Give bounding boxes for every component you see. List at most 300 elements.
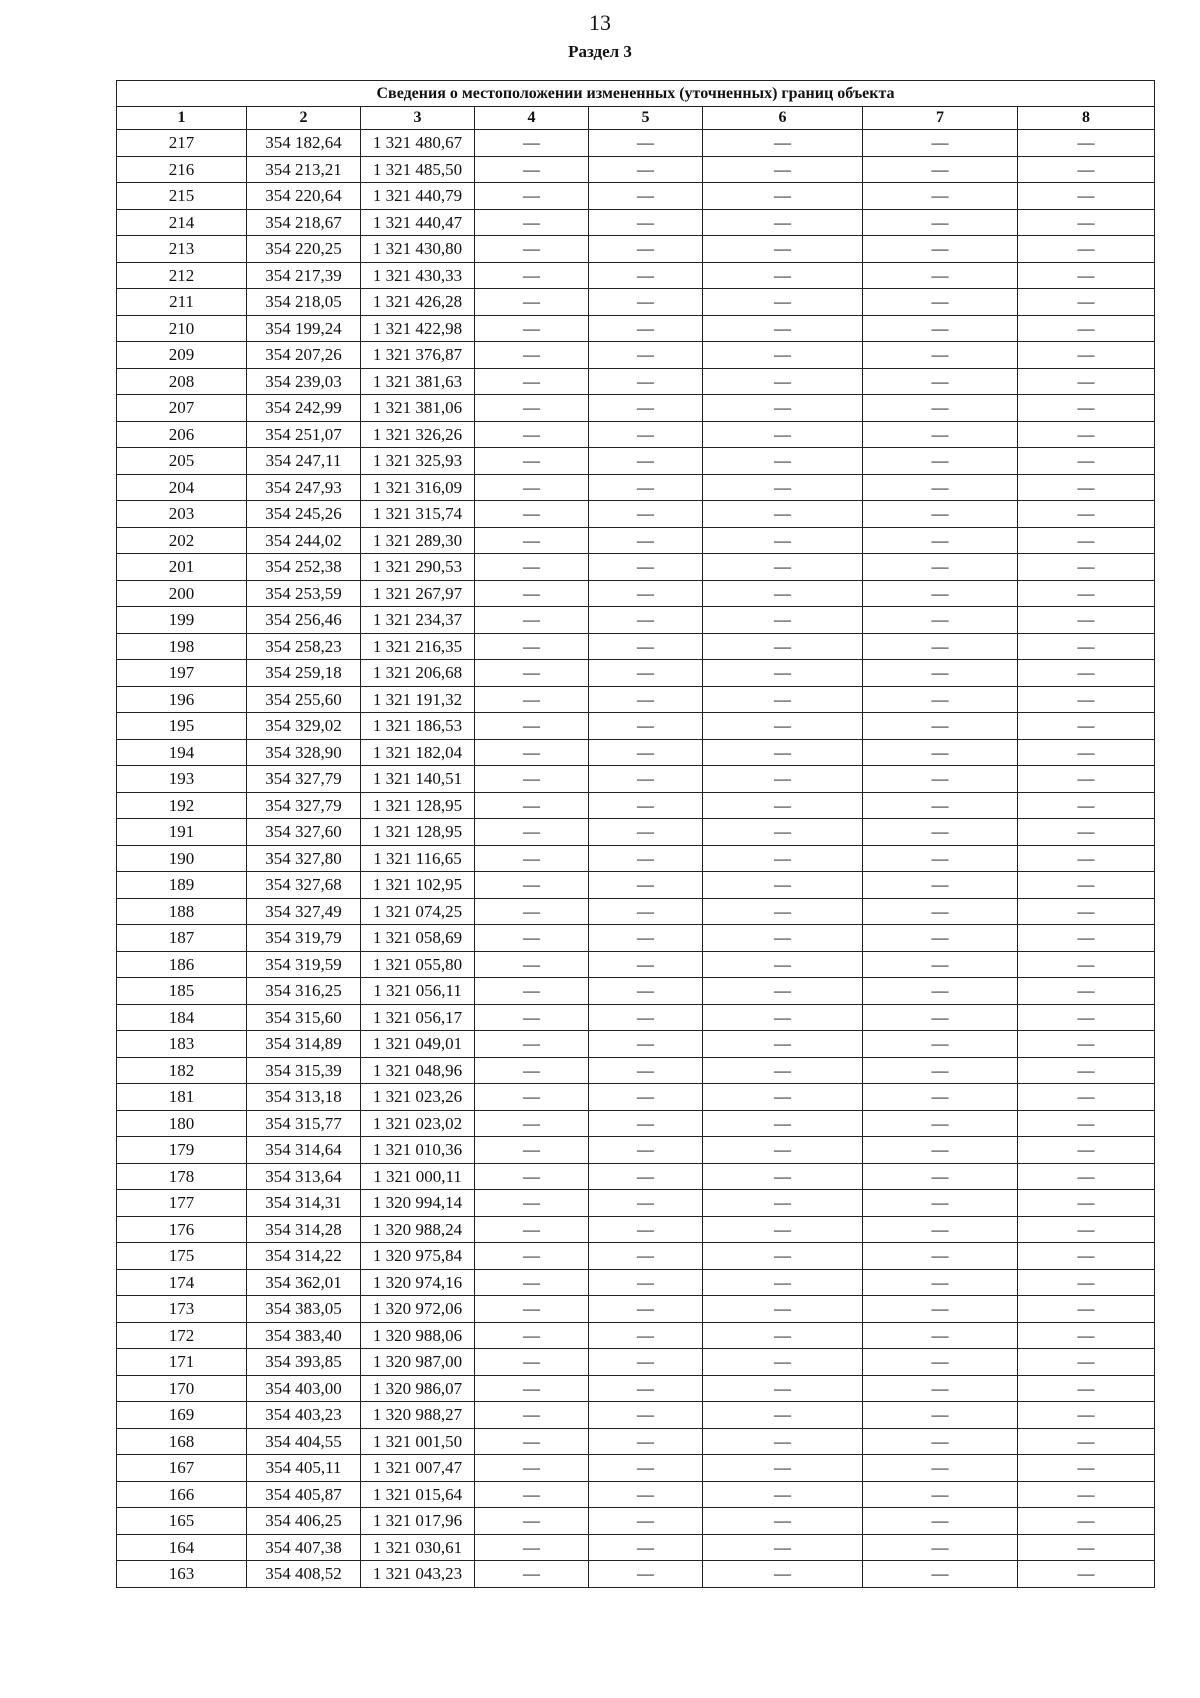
y-coordinate-cell: 1 321 182,04 (361, 739, 475, 766)
point-number-cell: 197 (117, 660, 247, 687)
empty-value-cell: — (703, 395, 863, 422)
empty-value-cell: — (1018, 872, 1155, 899)
empty-value-cell: — (475, 421, 589, 448)
y-coordinate-cell: 1 320 988,06 (361, 1322, 475, 1349)
empty-value-cell: — (475, 1481, 589, 1508)
point-number-cell: 184 (117, 1004, 247, 1031)
y-coordinate-cell: 1 321 102,95 (361, 872, 475, 899)
empty-value-cell: — (703, 925, 863, 952)
point-number-cell: 200 (117, 580, 247, 607)
empty-value-cell: — (1018, 1402, 1155, 1429)
table-row (117, 1322, 1155, 1349)
empty-value-cell: — (703, 951, 863, 978)
x-coordinate-cell: 354 258,23 (247, 633, 361, 660)
empty-value-cell: — (863, 845, 1018, 872)
y-coordinate-cell: 1 321 056,17 (361, 1004, 475, 1031)
x-coordinate-cell: 354 404,55 (247, 1428, 361, 1455)
empty-value-cell: — (1018, 925, 1155, 952)
empty-value-cell: — (475, 289, 589, 316)
table-row (117, 1428, 1155, 1455)
empty-value-cell: — (863, 951, 1018, 978)
empty-value-cell: — (589, 262, 703, 289)
x-coordinate-cell: 354 242,99 (247, 395, 361, 422)
empty-value-cell: — (863, 607, 1018, 634)
empty-value-cell: — (589, 1349, 703, 1376)
empty-value-cell: — (703, 633, 863, 660)
point-number-cell: 212 (117, 262, 247, 289)
empty-value-cell: — (863, 1190, 1018, 1217)
y-coordinate-cell: 1 321 017,96 (361, 1508, 475, 1535)
empty-value-cell: — (863, 1349, 1018, 1376)
empty-value-cell: — (589, 395, 703, 422)
empty-value-cell: — (1018, 209, 1155, 236)
y-coordinate-cell: 1 321 485,50 (361, 156, 475, 183)
x-coordinate-cell: 354 408,52 (247, 1561, 361, 1588)
empty-value-cell: — (589, 819, 703, 846)
x-coordinate-cell: 354 247,93 (247, 474, 361, 501)
table-row (117, 448, 1155, 475)
empty-value-cell: — (703, 1243, 863, 1270)
empty-value-cell: — (1018, 1057, 1155, 1084)
y-coordinate-cell: 1 321 186,53 (361, 713, 475, 740)
empty-value-cell: — (589, 183, 703, 210)
table-row (117, 130, 1155, 157)
empty-value-cell: — (1018, 1349, 1155, 1376)
empty-value-cell: — (475, 315, 589, 342)
y-coordinate-cell: 1 320 986,07 (361, 1375, 475, 1402)
empty-value-cell: — (863, 819, 1018, 846)
x-coordinate-cell: 354 405,11 (247, 1455, 361, 1482)
empty-value-cell: — (475, 1455, 589, 1482)
point-number-cell: 192 (117, 792, 247, 819)
point-number-cell: 215 (117, 183, 247, 210)
empty-value-cell: — (1018, 1455, 1155, 1482)
empty-value-cell: — (1018, 1481, 1155, 1508)
point-number-cell: 176 (117, 1216, 247, 1243)
empty-value-cell: — (475, 368, 589, 395)
empty-value-cell: — (475, 209, 589, 236)
table-row (117, 1057, 1155, 1084)
empty-value-cell: — (475, 1190, 589, 1217)
empty-value-cell: — (475, 1269, 589, 1296)
empty-value-cell: — (589, 580, 703, 607)
x-coordinate-cell: 354 315,77 (247, 1110, 361, 1137)
table-row (117, 1243, 1155, 1270)
table-row (117, 660, 1155, 687)
table-row (117, 501, 1155, 528)
empty-value-cell: — (475, 1296, 589, 1323)
empty-value-cell: — (863, 978, 1018, 1005)
empty-value-cell: — (703, 1428, 863, 1455)
x-coordinate-cell: 354 199,24 (247, 315, 361, 342)
empty-value-cell: — (589, 845, 703, 872)
x-coordinate-cell: 354 327,60 (247, 819, 361, 846)
empty-value-cell: — (589, 739, 703, 766)
empty-value-cell: — (475, 739, 589, 766)
empty-value-cell: — (703, 1057, 863, 1084)
point-number-cell: 189 (117, 872, 247, 899)
empty-value-cell: — (589, 660, 703, 687)
empty-value-cell: — (1018, 607, 1155, 634)
x-coordinate-cell: 354 220,25 (247, 236, 361, 263)
empty-value-cell: — (1018, 395, 1155, 422)
point-number-cell: 177 (117, 1190, 247, 1217)
empty-value-cell: — (863, 501, 1018, 528)
empty-value-cell: — (475, 1084, 589, 1111)
y-coordinate-cell: 1 321 440,47 (361, 209, 475, 236)
empty-value-cell: — (1018, 766, 1155, 793)
point-number-cell: 207 (117, 395, 247, 422)
point-number-cell: 175 (117, 1243, 247, 1270)
empty-value-cell: — (703, 448, 863, 475)
table-row (117, 1110, 1155, 1137)
empty-value-cell: — (863, 1322, 1018, 1349)
empty-value-cell: — (703, 342, 863, 369)
point-number-cell: 208 (117, 368, 247, 395)
x-coordinate-cell: 354 213,21 (247, 156, 361, 183)
x-coordinate-cell: 354 218,67 (247, 209, 361, 236)
empty-value-cell: — (589, 686, 703, 713)
y-coordinate-cell: 1 321 191,32 (361, 686, 475, 713)
empty-value-cell: — (863, 183, 1018, 210)
y-coordinate-cell: 1 321 206,68 (361, 660, 475, 687)
empty-value-cell: — (589, 527, 703, 554)
y-coordinate-cell: 1 321 376,87 (361, 342, 475, 369)
x-coordinate-cell: 354 251,07 (247, 421, 361, 448)
empty-value-cell: — (589, 1137, 703, 1164)
empty-value-cell: — (589, 925, 703, 952)
empty-value-cell: — (863, 1534, 1018, 1561)
y-coordinate-cell: 1 321 430,33 (361, 262, 475, 289)
empty-value-cell: — (1018, 1110, 1155, 1137)
table-row (117, 713, 1155, 740)
empty-value-cell: — (589, 1216, 703, 1243)
empty-value-cell: — (475, 1216, 589, 1243)
point-number-cell: 206 (117, 421, 247, 448)
table-row (117, 156, 1155, 183)
table-row (117, 607, 1155, 634)
empty-value-cell: — (589, 236, 703, 263)
empty-value-cell: — (863, 448, 1018, 475)
empty-value-cell: — (475, 1110, 589, 1137)
y-coordinate-cell: 1 321 128,95 (361, 792, 475, 819)
empty-value-cell: — (1018, 1269, 1155, 1296)
x-coordinate-cell: 354 244,02 (247, 527, 361, 554)
column-number-4: 4 (475, 107, 589, 130)
empty-value-cell: — (475, 713, 589, 740)
empty-value-cell: — (1018, 315, 1155, 342)
table-row (117, 925, 1155, 952)
empty-value-cell: — (703, 1137, 863, 1164)
x-coordinate-cell: 354 328,90 (247, 739, 361, 766)
y-coordinate-cell: 1 321 381,63 (361, 368, 475, 395)
empty-value-cell: — (703, 1190, 863, 1217)
empty-value-cell: — (703, 713, 863, 740)
point-number-cell: 185 (117, 978, 247, 1005)
empty-value-cell: — (1018, 289, 1155, 316)
x-coordinate-cell: 354 329,02 (247, 713, 361, 740)
empty-value-cell: — (475, 236, 589, 263)
point-number-cell: 201 (117, 554, 247, 581)
empty-value-cell: — (703, 766, 863, 793)
empty-value-cell: — (863, 342, 1018, 369)
empty-value-cell: — (1018, 236, 1155, 263)
empty-value-cell: — (1018, 1508, 1155, 1535)
y-coordinate-cell: 1 321 023,26 (361, 1084, 475, 1111)
x-coordinate-cell: 354 406,25 (247, 1508, 361, 1535)
empty-value-cell: — (1018, 1428, 1155, 1455)
point-number-cell: 188 (117, 898, 247, 925)
empty-value-cell: — (475, 925, 589, 952)
empty-value-cell: — (863, 421, 1018, 448)
empty-value-cell: — (589, 1455, 703, 1482)
table-row (117, 1508, 1155, 1535)
empty-value-cell: — (589, 289, 703, 316)
empty-value-cell: — (863, 1402, 1018, 1429)
empty-value-cell: — (1018, 1190, 1155, 1217)
empty-value-cell: — (1018, 1004, 1155, 1031)
empty-value-cell: — (703, 156, 863, 183)
empty-value-cell: — (475, 766, 589, 793)
empty-value-cell: — (589, 1402, 703, 1429)
point-number-cell: 204 (117, 474, 247, 501)
x-coordinate-cell: 354 319,79 (247, 925, 361, 952)
empty-value-cell: — (703, 130, 863, 157)
point-number-cell: 202 (117, 527, 247, 554)
empty-value-cell: — (589, 1163, 703, 1190)
point-number-cell: 214 (117, 209, 247, 236)
empty-value-cell: — (703, 1322, 863, 1349)
empty-value-cell: — (863, 1428, 1018, 1455)
empty-value-cell: — (1018, 474, 1155, 501)
table-row (117, 554, 1155, 581)
table-row (117, 580, 1155, 607)
empty-value-cell: — (475, 1031, 589, 1058)
empty-value-cell: — (703, 289, 863, 316)
empty-value-cell: — (1018, 1031, 1155, 1058)
empty-value-cell: — (703, 315, 863, 342)
empty-value-cell: — (863, 872, 1018, 899)
table-row (117, 1375, 1155, 1402)
empty-value-cell: — (703, 1004, 863, 1031)
empty-value-cell: — (1018, 262, 1155, 289)
point-number-cell: 171 (117, 1349, 247, 1376)
empty-value-cell: — (1018, 660, 1155, 687)
y-coordinate-cell: 1 320 994,14 (361, 1190, 475, 1217)
table-caption-row (117, 81, 1155, 107)
point-number-cell: 194 (117, 739, 247, 766)
empty-value-cell: — (1018, 633, 1155, 660)
empty-value-cell: — (703, 580, 863, 607)
table-row (117, 1561, 1155, 1588)
x-coordinate-cell: 354 245,26 (247, 501, 361, 528)
table-row (117, 1349, 1155, 1376)
empty-value-cell: — (475, 1349, 589, 1376)
table-row (117, 236, 1155, 263)
x-coordinate-cell: 354 327,49 (247, 898, 361, 925)
y-coordinate-cell: 1 321 056,11 (361, 978, 475, 1005)
empty-value-cell: — (703, 554, 863, 581)
point-number-cell: 199 (117, 607, 247, 634)
y-coordinate-cell: 1 321 267,97 (361, 580, 475, 607)
x-coordinate-cell: 354 314,89 (247, 1031, 361, 1058)
empty-value-cell: — (863, 1057, 1018, 1084)
empty-value-cell: — (589, 1428, 703, 1455)
empty-value-cell: — (863, 315, 1018, 342)
empty-value-cell: — (589, 1296, 703, 1323)
empty-value-cell: — (1018, 527, 1155, 554)
empty-value-cell: — (863, 766, 1018, 793)
empty-value-cell: — (589, 951, 703, 978)
empty-value-cell: — (863, 395, 1018, 422)
empty-value-cell: — (589, 633, 703, 660)
x-coordinate-cell: 354 207,26 (247, 342, 361, 369)
empty-value-cell: — (1018, 686, 1155, 713)
table-row (117, 1163, 1155, 1190)
table-row (117, 1004, 1155, 1031)
empty-value-cell: — (703, 368, 863, 395)
table-row (117, 898, 1155, 925)
empty-value-cell: — (863, 1163, 1018, 1190)
y-coordinate-cell: 1 321 030,61 (361, 1534, 475, 1561)
y-coordinate-cell: 1 320 972,06 (361, 1296, 475, 1323)
point-number-cell: 209 (117, 342, 247, 369)
boundary-coordinates-table (116, 80, 1155, 1588)
empty-value-cell: — (589, 1534, 703, 1561)
point-number-cell: 165 (117, 1508, 247, 1535)
empty-value-cell: — (589, 792, 703, 819)
empty-value-cell: — (475, 1375, 589, 1402)
empty-value-cell: — (1018, 1322, 1155, 1349)
x-coordinate-cell: 354 313,18 (247, 1084, 361, 1111)
column-number-5: 5 (589, 107, 703, 130)
empty-value-cell: — (475, 262, 589, 289)
empty-value-cell: — (703, 262, 863, 289)
empty-value-cell: — (1018, 130, 1155, 157)
empty-value-cell: — (475, 1137, 589, 1164)
x-coordinate-cell: 354 255,60 (247, 686, 361, 713)
table-row (117, 1481, 1155, 1508)
table-row (117, 766, 1155, 793)
empty-value-cell: — (1018, 819, 1155, 846)
empty-value-cell: — (863, 1216, 1018, 1243)
empty-value-cell: — (1018, 183, 1155, 210)
x-coordinate-cell: 354 253,59 (247, 580, 361, 607)
y-coordinate-cell: 1 321 043,23 (361, 1561, 475, 1588)
table-row (117, 819, 1155, 846)
point-number-cell: 163 (117, 1561, 247, 1588)
empty-value-cell: — (703, 1534, 863, 1561)
y-coordinate-cell: 1 320 987,00 (361, 1349, 475, 1376)
point-number-cell: 193 (117, 766, 247, 793)
empty-value-cell: — (863, 156, 1018, 183)
table-row (117, 342, 1155, 369)
point-number-cell: 179 (117, 1137, 247, 1164)
empty-value-cell: — (863, 898, 1018, 925)
empty-value-cell: — (1018, 792, 1155, 819)
y-coordinate-cell: 1 321 325,93 (361, 448, 475, 475)
empty-value-cell: — (703, 1084, 863, 1111)
table-row (117, 395, 1155, 422)
point-number-cell: 169 (117, 1402, 247, 1429)
empty-value-cell: — (475, 951, 589, 978)
empty-value-cell: — (863, 1455, 1018, 1482)
x-coordinate-cell: 354 256,46 (247, 607, 361, 634)
y-coordinate-cell: 1 320 974,16 (361, 1269, 475, 1296)
empty-value-cell: — (863, 1084, 1018, 1111)
y-coordinate-cell: 1 321 316,09 (361, 474, 475, 501)
y-coordinate-cell: 1 321 000,11 (361, 1163, 475, 1190)
table-body (117, 130, 1155, 1588)
x-coordinate-cell: 354 314,28 (247, 1216, 361, 1243)
y-coordinate-cell: 1 321 049,01 (361, 1031, 475, 1058)
table-row (117, 1216, 1155, 1243)
empty-value-cell: — (475, 554, 589, 581)
empty-value-cell: — (1018, 368, 1155, 395)
y-coordinate-cell: 1 321 422,98 (361, 315, 475, 342)
empty-value-cell: — (1018, 713, 1155, 740)
x-coordinate-cell: 354 247,11 (247, 448, 361, 475)
empty-value-cell: — (475, 1428, 589, 1455)
x-coordinate-cell: 354 327,80 (247, 845, 361, 872)
empty-value-cell: — (589, 1322, 703, 1349)
empty-value-cell: — (703, 1455, 863, 1482)
empty-value-cell: — (1018, 1163, 1155, 1190)
y-coordinate-cell: 1 320 988,24 (361, 1216, 475, 1243)
empty-value-cell: — (1018, 421, 1155, 448)
empty-value-cell: — (1018, 1561, 1155, 1588)
empty-value-cell: — (589, 1508, 703, 1535)
empty-value-cell: — (475, 1322, 589, 1349)
point-number-cell: 198 (117, 633, 247, 660)
empty-value-cell: — (703, 1163, 863, 1190)
empty-value-cell: — (703, 1216, 863, 1243)
empty-value-cell: — (703, 1031, 863, 1058)
y-coordinate-cell: 1 320 975,84 (361, 1243, 475, 1270)
point-number-cell: 203 (117, 501, 247, 528)
empty-value-cell: — (863, 289, 1018, 316)
x-coordinate-cell: 354 327,68 (247, 872, 361, 899)
table-row (117, 183, 1155, 210)
empty-value-cell: — (475, 845, 589, 872)
empty-value-cell: — (1018, 951, 1155, 978)
empty-value-cell: — (1018, 1084, 1155, 1111)
empty-value-cell: — (475, 1004, 589, 1031)
empty-value-cell: — (589, 1004, 703, 1031)
empty-value-cell: — (589, 872, 703, 899)
empty-value-cell: — (475, 527, 589, 554)
point-number-cell: 167 (117, 1455, 247, 1482)
table-row (117, 978, 1155, 1005)
empty-value-cell: — (475, 580, 589, 607)
empty-value-cell: — (475, 1163, 589, 1190)
empty-value-cell: — (475, 607, 589, 634)
empty-value-cell: — (1018, 1375, 1155, 1402)
x-coordinate-cell: 354 315,39 (247, 1057, 361, 1084)
point-number-cell: 183 (117, 1031, 247, 1058)
empty-value-cell: — (703, 1296, 863, 1323)
empty-value-cell: — (1018, 342, 1155, 369)
table-row (117, 872, 1155, 899)
table-row (117, 1269, 1155, 1296)
empty-value-cell: — (589, 1031, 703, 1058)
empty-value-cell: — (475, 183, 589, 210)
empty-value-cell: — (863, 130, 1018, 157)
point-number-cell: 187 (117, 925, 247, 952)
table-row (117, 845, 1155, 872)
empty-value-cell: — (863, 236, 1018, 263)
empty-value-cell: — (475, 872, 589, 899)
